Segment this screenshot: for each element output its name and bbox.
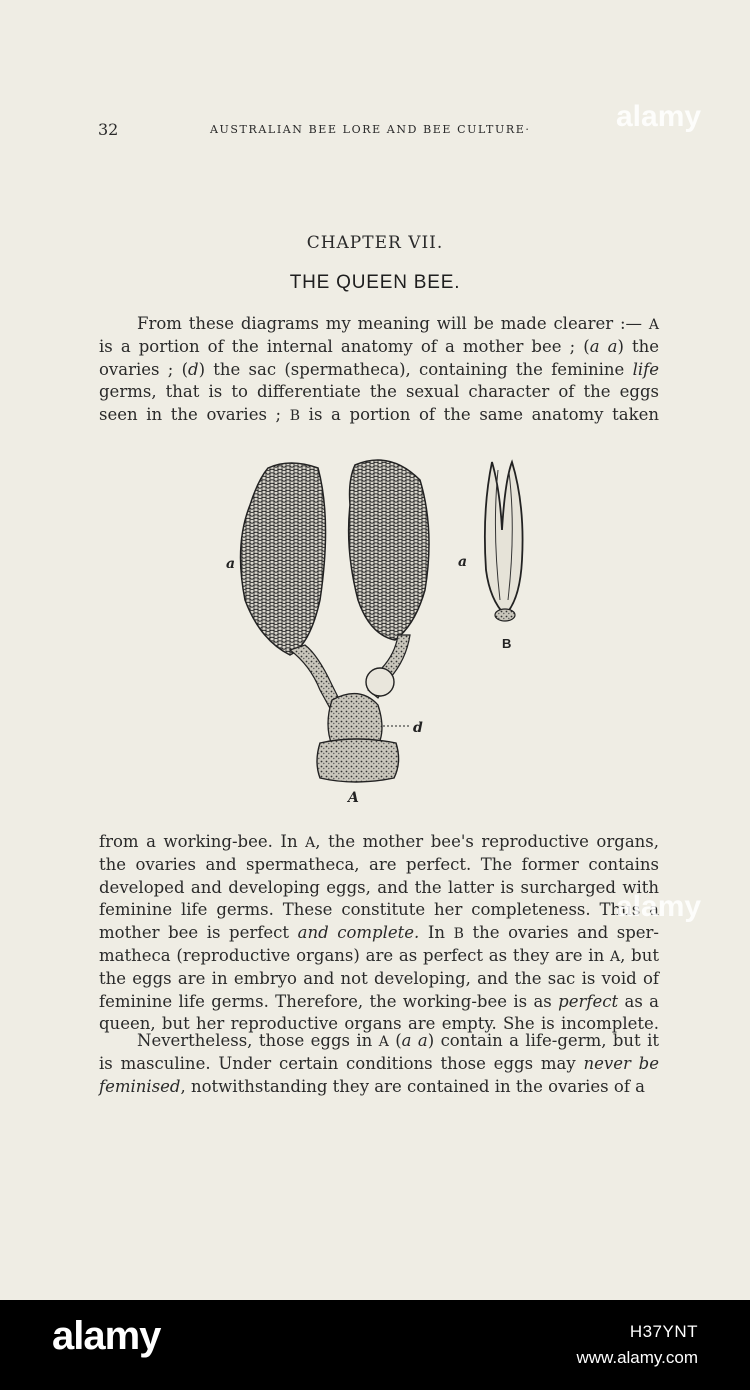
running-title: AUSTRALIAN BEE LORE AND BEE CULTURE·: [210, 123, 531, 136]
footer-url[interactable]: www.alamy.com: [576, 1348, 698, 1367]
paragraph-worker-comparison: from a working-bee. In A, the mother bee's reproductive organs, the ovaries and spermatheca, are perfect. The former contains developed and developing eggs, and the latter is surcharged with feminine life germs. These constitute her completeness. Thus a mother bee is perfect and complete. In B the ovaries and sper- matheca (reproductive organs) are as perfect as they are in A, but the eggs are in embryo and not developing, and the sac is void of feminine life germs. Therefore, the working-bee is as perfect as a queen, but her reproductive organs are empty. She is incomplete.: [99, 832, 659, 1034]
anatomy-figure: [220, 450, 540, 810]
stock-footer-bar: [0, 1300, 750, 1390]
watermark-logo: alamy: [616, 890, 702, 923]
label-d: d: [413, 720, 423, 736]
paragraph-nevertheless: Nevertheless, those eggs in A (a a) contain a life-germ, but it is masculine. Under certain conditions those eggs may never be feminised, notwithstanding they are contained in the ovaries of a: [99, 1031, 659, 1096]
footer-logo: alamy: [52, 1314, 161, 1358]
watermark-logo: alamy: [616, 100, 702, 133]
page-number: 32: [98, 120, 119, 139]
image-id: H37YNT: [629, 1322, 698, 1341]
common-oviduct: [328, 694, 382, 745]
vagina-base: [317, 739, 399, 782]
right-ovary: [349, 460, 429, 640]
label-b: B: [502, 636, 512, 651]
chapter-number: CHAPTER VII.: [306, 233, 444, 253]
label-a-right: a: [458, 554, 468, 570]
paragraph-intro: From these diagrams my meaning will be made clearer :— A is a portion of the internal anatomy of a mother bee ; (a a) the ovaries ; (d) the sac (spermatheca), containing the feminine life germs, that is to differentiate the sexual character of the eggs seen in the ovaries ; B is a portion of the same anatomy taken: [99, 314, 659, 424]
label-A: A: [348, 790, 359, 806]
chapter-title: THE QUEEN BEE.: [289, 272, 461, 293]
label-a-left: a: [226, 556, 236, 572]
spermatheca: [366, 668, 394, 696]
left-ovary: [241, 463, 326, 655]
worker-ovary: [485, 462, 523, 615]
